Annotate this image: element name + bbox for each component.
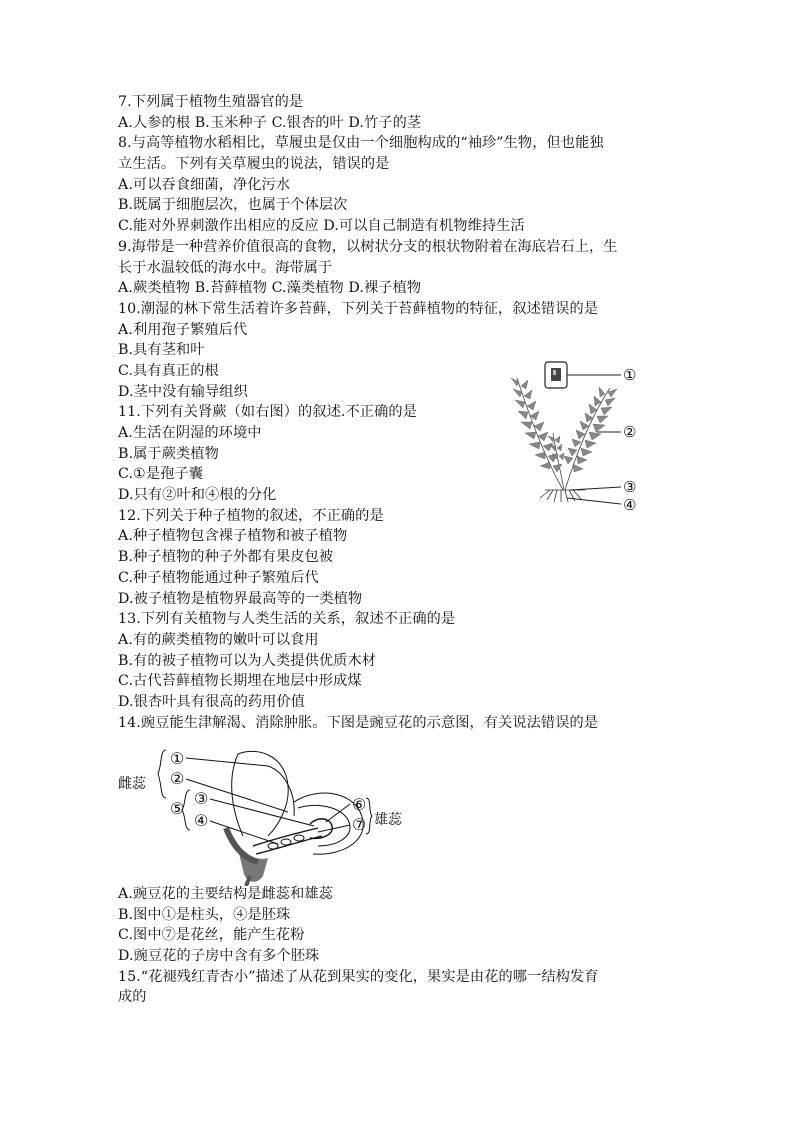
fern-label-2: ②	[623, 423, 637, 441]
stamen-label: 雄蕊	[374, 812, 402, 828]
text-line: 9.海带是一种营养价值很高的食物，以树状分支的根状物附着在海底岩石上，生	[118, 238, 618, 255]
text-line: A.蕨类植物 B.苔藓植物 C.藻类植物 D.裸子植物	[118, 280, 422, 297]
text-line: 14.豌豆能生津解渴、消除肿胀。下图是豌豆花的示意图，有关说法错误的是	[118, 714, 599, 731]
text-line: B.具有茎和叶	[118, 342, 205, 359]
text-line: 成的	[118, 989, 147, 1006]
text-line: C.古代苔藓植物长期埋在地层中形成煤	[118, 673, 362, 690]
text-line: 15.“花褪残红青杏小”描述了从花到果实的变化，果实是由花的哪一结构发育	[118, 968, 599, 985]
text-line: 13.下列有关植物与人类生活的关系，叙述不正确的是	[118, 611, 456, 628]
question-text-part2	[118, 884, 683, 1008]
pistil-label: 雌蕊	[118, 776, 146, 792]
text-line: C.①是孢子囊	[118, 466, 204, 483]
flower-label-6: ⑥	[352, 795, 367, 814]
text-line: D.豌豆花的子房中含有多个胚珠	[118, 948, 320, 965]
text-line: 11.下列有关肾蕨（如右图）的叙述.不正确的是	[118, 404, 417, 421]
text-line: B.有的被子植物可以为人类提供优质木材	[118, 652, 377, 669]
text-line: A.可以吞食细菌，净化污水	[118, 176, 291, 193]
text-line: A.种子植物包含裸子植物和被子植物	[118, 528, 348, 545]
text-line: D.银杏叶具有很高的药用价值	[118, 693, 306, 710]
fern-label-3: ③	[623, 478, 637, 496]
text-line: B.既属于细胞层次，也属于个体层次	[118, 197, 348, 214]
text-line: C.具有真正的根	[118, 362, 219, 379]
text-line: 12.下列关于种子植物的叙述，不正确的是	[118, 507, 384, 524]
flower-label-2: ②	[170, 769, 185, 788]
flower-label-4: ④	[194, 811, 209, 830]
text-line: 长于水温较低的海水中。海带属于	[118, 259, 333, 276]
text-line: A.有的蕨类植物的嫩叶可以食用	[118, 631, 319, 648]
text-line: D.被子植物是植物界最高等的一类植物	[118, 590, 363, 607]
text-line: D.茎中没有输导组织	[118, 383, 248, 400]
fern-diagram	[505, 348, 665, 516]
text-line: 7.下列属于植物生殖器官的是	[118, 94, 304, 110]
fern-label-4: ④	[623, 496, 637, 514]
text-line: B.图中①是柱头，④是胚珠	[118, 906, 291, 923]
flower-label-7: ⑦	[352, 815, 367, 834]
text-line: C.图中⑦是花丝，能产生花粉	[118, 927, 305, 944]
pea-flower-diagram	[118, 746, 418, 886]
text-line: A.生活在阴湿的环境中	[118, 425, 262, 441]
fern-label-1: ①	[623, 366, 637, 384]
flower-label-1: ①	[170, 749, 185, 768]
flower-label-3: ③	[194, 789, 209, 808]
text-line: B.属于蕨类植物	[118, 445, 219, 462]
text-line: 10.潮湿的林下常生活着许多苔藓，下列关于苔藓植物的特征，叙述错误的是	[118, 300, 599, 317]
text-line: D.只有②叶和④根的分化	[118, 487, 277, 504]
text-line: A.利用孢子繁殖后代	[118, 321, 248, 338]
text-line: 立生活。下列有关草履虫的说法，错误的是	[118, 156, 390, 173]
flower-label-5: ⑤	[170, 799, 185, 818]
text-line: 8.与高等植物水稻相比，草履虫是仅由一个细胞构成的“袖珍”生物，但也能独	[118, 135, 604, 152]
text-line: A.豌豆花的主要结构是雌蕊和雄蕊	[118, 886, 333, 902]
text-line: B.种子植物的种子外都有果皮包被	[118, 549, 334, 566]
text-line: C.能对外界刺激作出相应的反应 D.可以自己制造有机物维持生活	[118, 218, 525, 235]
text-line: A.人参的根 B.玉米种子 C.银杏的叶 D.竹子的茎	[118, 114, 422, 131]
text-line: C.种子植物能通过种子繁殖后代	[118, 569, 319, 586]
